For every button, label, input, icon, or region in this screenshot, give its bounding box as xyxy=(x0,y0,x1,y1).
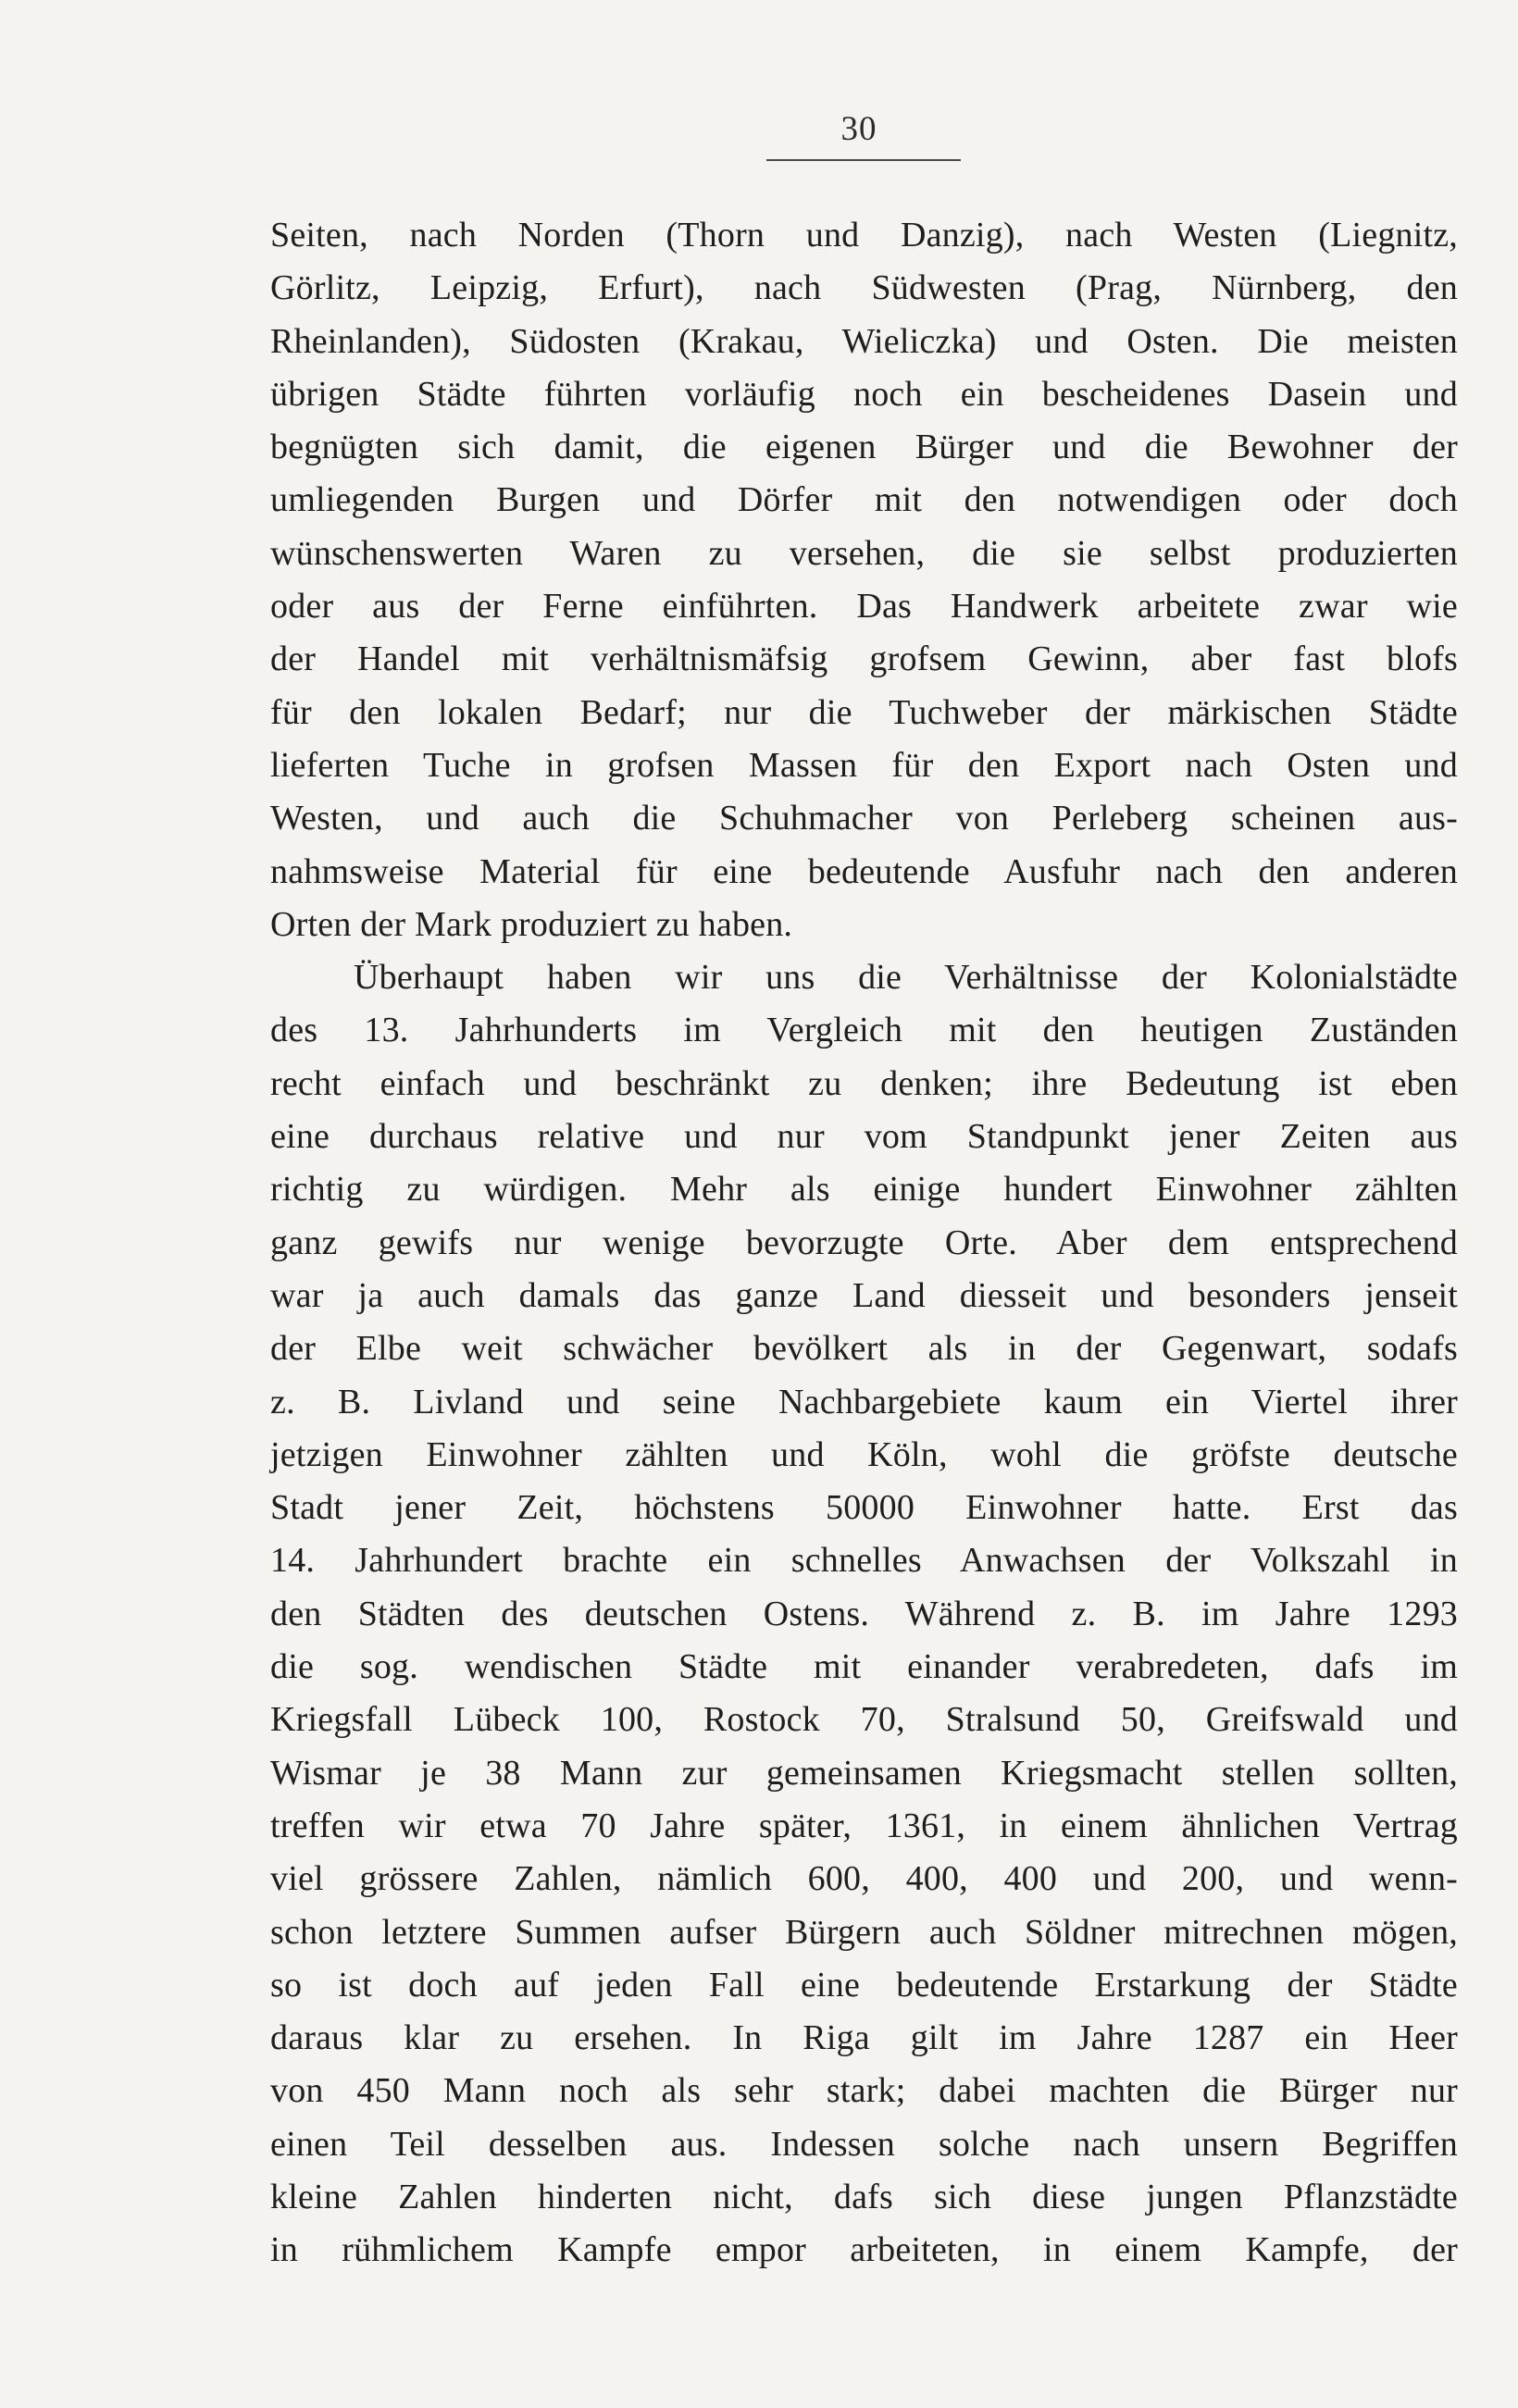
text-line: die sog. wendischen Städte mit einander verabredeten, dafs im xyxy=(270,1647,1458,1687)
text-line: oder aus der Ferne einführten. Das Handwerk arbeitete zwar wie xyxy=(270,587,1458,627)
text-line: Stadt jener Zeit, höchstens 50000 Einwohner hatte. Erst das xyxy=(270,1488,1458,1528)
text-line: Rheinlanden), Südosten (Krakau, Wieliczka) und Osten. Die meisten xyxy=(270,321,1458,361)
text-line: z. B. Livland und seine Nachbargebiete kaum ein Viertel ihrer xyxy=(270,1382,1458,1421)
text-line: so ist doch auf jeden Fall eine bedeutende Erstarkung der Städte xyxy=(270,1965,1458,2005)
text-line: umliegenden Burgen und Dörfer mit den notwendigen oder doch xyxy=(270,480,1458,520)
text-line: ganz gewifs nur wenige bevorzugte Orte. Aber dem entsprechend xyxy=(270,1223,1458,1262)
text-line: war ja auch damals das ganze Land diesseit und besonders jenseit xyxy=(270,1275,1458,1315)
text-line: Westen, und auch die Schuhmacher von Perleberg scheinen aus- xyxy=(270,799,1458,838)
text-line: Kriegsfall Lübeck 100, Rostock 70, Stralsund 50, Greifswald und xyxy=(270,1700,1458,1740)
text-line: begnügten sich damit, die eigenen Bürger und die Bewohner der xyxy=(270,428,1458,467)
text-line: kleine Zahlen hinderten nicht, dafs sich diese jungen Pflanzstädte xyxy=(270,2177,1458,2216)
text-line: des 13. Jahrhunderts im Vergleich mit den heutigen Zuständen xyxy=(270,1011,1458,1050)
text-line: 14. Jahrhundert brachte ein schnelles Anwachsen der Volkszahl in xyxy=(270,1541,1458,1581)
text-line: übrigen Städte führten vorläufig noch ein bescheidenes Dasein und xyxy=(270,374,1458,414)
text-line: eine durchaus relative und nur vom Standpunkt jener Zeiten aus xyxy=(270,1117,1458,1157)
text-line: schon letztere Summen aufser Bürgern auch Söldner mitrechnen mögen, xyxy=(270,1912,1458,1952)
text-line: Görlitz, Leipzig, Erfurt), nach Südwesten (Prag, Nürnberg, den xyxy=(270,268,1458,308)
text-line: viel grössere Zahlen, nämlich 600, 400, 400 und 200, und wenn- xyxy=(270,1859,1458,1899)
paragraph-start-line: Überhaupt haben wir uns die Verhältnisse der Kolonialstädte xyxy=(354,958,1458,998)
text-line: für den lokalen Bedarf; nur die Tuchweber der märkischen Städte xyxy=(270,692,1458,732)
text-line: wünschenswerten Waren zu versehen, die sie selbst produzierten xyxy=(270,533,1458,573)
text-line: einen Teil desselben aus. Indessen solche nach unsern Begriffen xyxy=(270,2124,1458,2164)
text-line: jetzigen Einwohner zählten und Köln, wohl die gröfste deutsche xyxy=(270,1434,1458,1474)
text-line: recht einfach und beschränkt zu denken; ihre Bedeutung ist eben xyxy=(270,1063,1458,1103)
text-line: der Elbe weit schwächer bevölkert als in der Gegenwart, sodafs xyxy=(270,1329,1458,1369)
header-rule xyxy=(766,159,961,161)
text-line: den Städten des deutschen Ostens. Während z. B. im Jahre 1293 xyxy=(270,1594,1458,1633)
text-line: richtig zu würdigen. Mehr als einige hundert Einwohner zählten xyxy=(270,1170,1458,1210)
text-line: daraus klar zu ersehen. In Riga gilt im Jahre 1287 ein Heer xyxy=(270,2018,1458,2058)
text-line: Seiten, nach Norden (Thorn und Danzig), nach Westen (Liegnitz, xyxy=(270,216,1458,254)
page-number: 30 xyxy=(840,110,877,148)
text-line: lieferten Tuche in grofsen Massen für den Export nach Osten und xyxy=(270,745,1458,785)
body-text xyxy=(270,209,1458,2278)
text-line: in rühmlichem Kampfe empor arbeiteten, in einem Kampfe, der xyxy=(270,2230,1458,2270)
text-line: Wismar je 38 Mann zur gemeinsamen Kriegsmacht stellen sollten, xyxy=(270,1753,1458,1793)
text-line: von 450 Mann noch als sehr stark; dabei machten die Bürger nur xyxy=(270,2071,1458,2111)
text-line: der Handel mit verhältnismäfsig grofsem Gewinn, aber fast blofs xyxy=(270,639,1458,679)
paragraph-end-line: Orten der Mark produziert zu haben. xyxy=(270,904,793,944)
text-line: treffen wir etwa 70 Jahre später, 1361, in einem ähnlichen Vertrag xyxy=(270,1806,1458,1845)
text-line: nahmsweise Material für eine bedeutende Ausfuhr nach den anderen xyxy=(270,851,1458,891)
